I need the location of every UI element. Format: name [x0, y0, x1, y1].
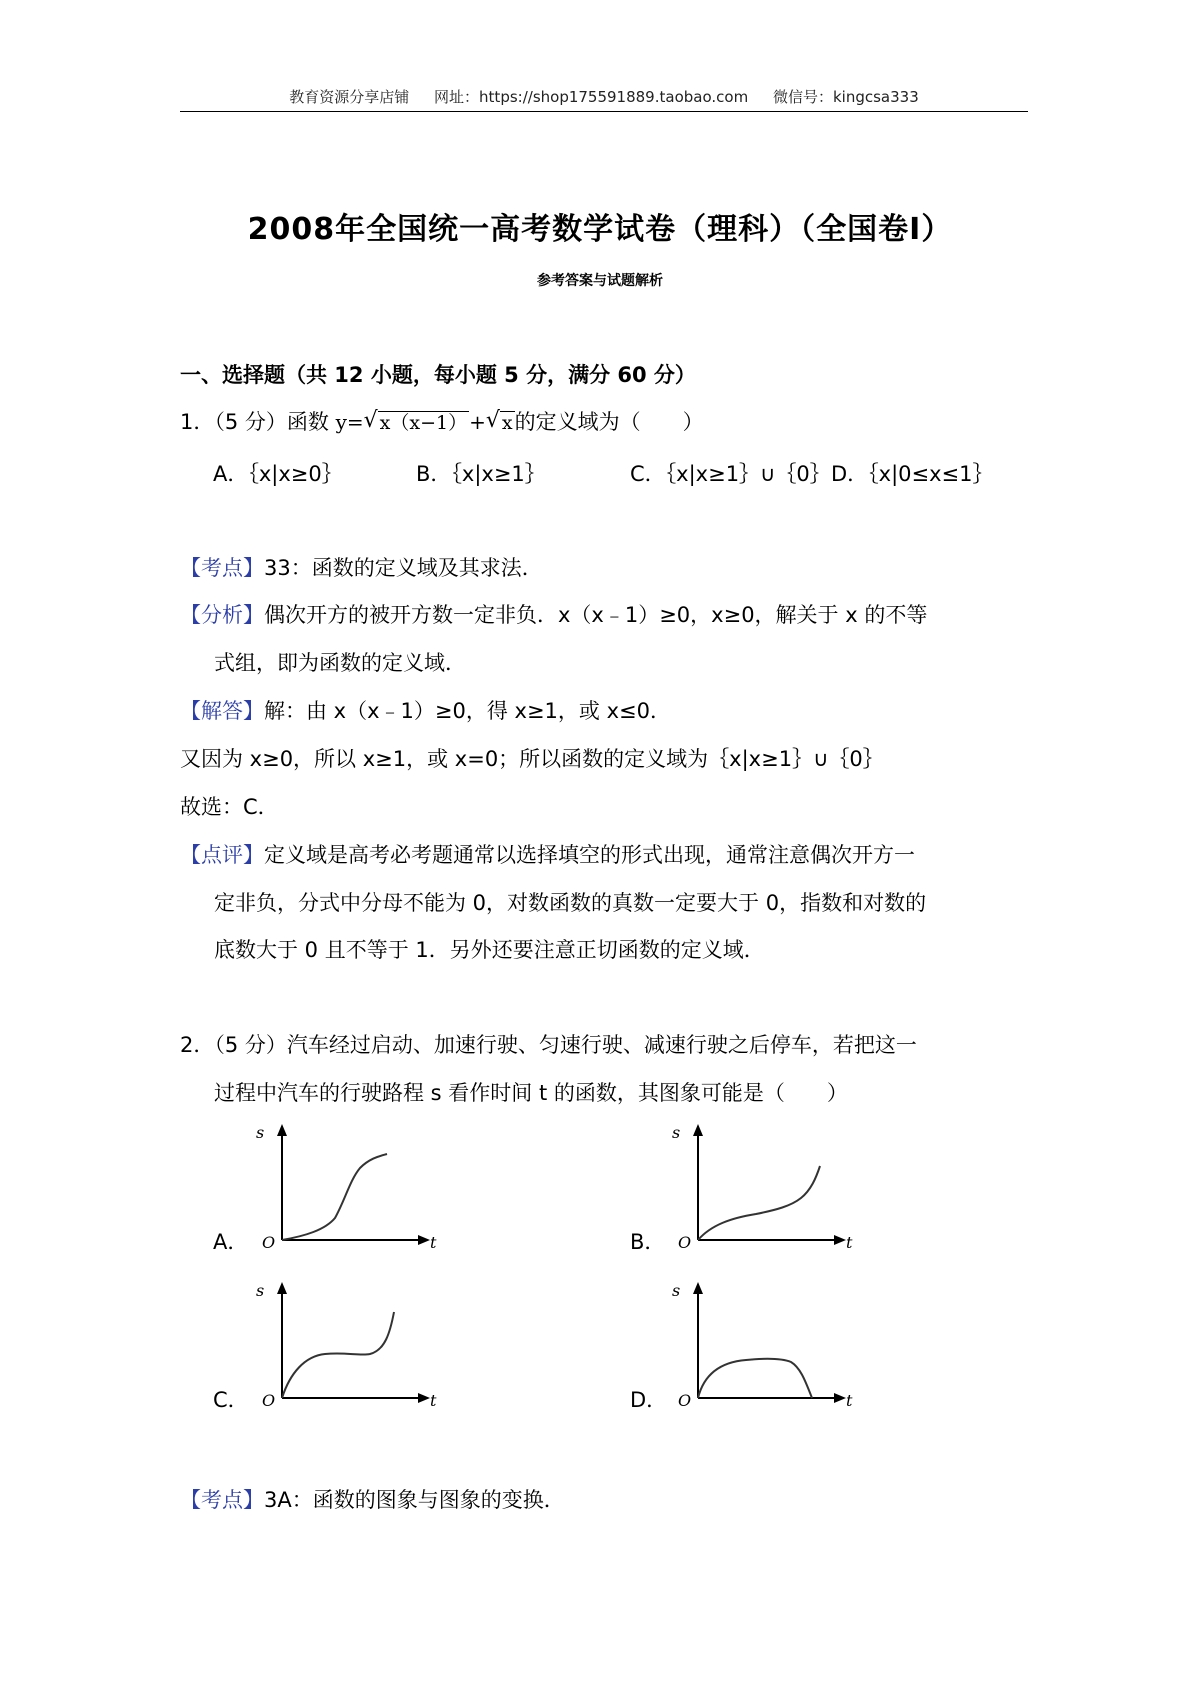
- header-wechat: 微信号：kingcsa333: [772, 88, 919, 106]
- t-axis-arrow-icon: [418, 1393, 430, 1403]
- curve-c: [282, 1312, 394, 1398]
- jieda-tag: 【解答】: [180, 699, 264, 723]
- t-axis-label: t: [846, 1391, 853, 1410]
- header-url[interactable]: 网址：https://shop175591889.taobao.com: [434, 88, 749, 106]
- t-axis-arrow-icon: [834, 1235, 846, 1245]
- q1-dianping: 【点评】定义域是高考必考题通常以选择填空的形式出现，通常注意偶次开方一: [180, 843, 915, 867]
- q1-answer: 故选：C．: [180, 795, 279, 819]
- s-axis-arrow-icon: [693, 1124, 703, 1136]
- curve-d: [698, 1359, 812, 1398]
- s-axis-label: s: [256, 1123, 265, 1142]
- q2-stem-2: 过程中汽车的行驶路程 s 看作时间 t 的函数，其图象可能是（ ）: [214, 1081, 848, 1105]
- header-divider: [180, 111, 1028, 112]
- curve-a: [282, 1154, 387, 1240]
- kaodian-tag: 【考点】: [180, 556, 264, 580]
- curve-b: [698, 1166, 820, 1240]
- t-axis-arrow-icon: [834, 1393, 846, 1403]
- origin-label: O: [678, 1391, 692, 1410]
- q1-solution-line: 又因为 x≥0，所以 x≥1，或 x=0；所以函数的定义域为｛x|x≥1｝∪｛0｝: [180, 747, 884, 771]
- q1-option-b[interactable]: B．｛x|x≥1｝: [416, 462, 546, 486]
- q1-radical-1: √ x（x−1）: [363, 408, 468, 434]
- origin-label: O: [262, 1233, 276, 1252]
- s-axis-arrow-icon: [277, 1124, 287, 1136]
- q1-suffix: 的定义域为（ ）: [514, 410, 704, 434]
- t-axis-arrow-icon: [418, 1235, 430, 1245]
- dianping-tag: 【点评】: [180, 843, 264, 867]
- q1-dianping-cont-1: 定非负，分式中分母不能为 0，对数函数的真数一定要大于 0，指数和对数的: [214, 891, 927, 915]
- q2-graph-c[interactable]: [250, 1278, 440, 1418]
- q2-kaodian: 【考点】3A：函数的图象与图象的变换．: [180, 1488, 565, 1512]
- q1-plus: +: [469, 410, 486, 434]
- q1-fenxi-cont: 式组，即为函数的定义域．: [214, 651, 466, 675]
- q2-option-d-label[interactable]: D．: [630, 1388, 668, 1412]
- q1-jieda: 【解答】解：由 x（x﹣1）≥0，得 x≥1，或 x≤0．: [180, 699, 671, 723]
- page-title: 2008年全国统一高考数学试卷（理科）（全国卷Ⅰ）: [247, 212, 953, 247]
- q2-option-b-label[interactable]: B．: [630, 1230, 666, 1254]
- fenxi-tag: 【分析】: [180, 603, 264, 627]
- q2-option-c-label[interactable]: C．: [213, 1388, 249, 1412]
- s-axis-label: s: [256, 1281, 265, 1300]
- page-header: [180, 86, 1028, 107]
- q1-option-a[interactable]: A．｛x|x≥0｝: [213, 462, 343, 486]
- header-shop: 教育资源分享店铺: [289, 88, 410, 106]
- s-axis-arrow-icon: [277, 1282, 287, 1294]
- q1-option-c[interactable]: C．｛x|x≥1｝∪｛0｝: [630, 462, 831, 486]
- q2-option-a-label[interactable]: A．: [213, 1230, 249, 1254]
- s-axis-label: s: [672, 1123, 681, 1142]
- q1-prefix: 1．（5 分）函数: [180, 410, 336, 434]
- radical-sign-icon: √: [363, 408, 378, 433]
- q1-dianping-cont-2: 底数大于 0 且不等于 1．另外还要注意正切函数的定义域．: [214, 938, 765, 962]
- q2-graph-b[interactable]: [666, 1120, 856, 1260]
- origin-label: O: [262, 1391, 276, 1410]
- q1-kaodian: 【考点】33：函数的定义域及其求法．: [180, 556, 543, 580]
- q2-graph-a[interactable]: [250, 1120, 440, 1260]
- section-heading: 一、选择题（共 12 小题，每小题 5 分，满分 60 分）: [180, 363, 696, 387]
- t-axis-label: t: [430, 1391, 437, 1410]
- page-subtitle: 参考答案与试题解析: [537, 273, 663, 289]
- q1-y-eq: y=: [335, 410, 364, 434]
- s-axis-arrow-icon: [693, 1282, 703, 1294]
- q2-graph-d[interactable]: [666, 1278, 856, 1418]
- radical-sign-icon: √: [485, 408, 500, 433]
- q1-option-d[interactable]: D．｛x|0≤x≤1｝: [831, 462, 994, 486]
- kaodian-tag: 【考点】: [180, 1488, 264, 1512]
- q1-fenxi: 【分析】偶次开方的被开方数一定非负．x（x﹣1）≥0，x≥0，解关于 x 的不等: [180, 603, 928, 627]
- q1-stem: [180, 407, 704, 438]
- t-axis-label: t: [430, 1233, 437, 1252]
- q1-radical-2: √ x: [485, 408, 513, 434]
- t-axis-label: t: [846, 1233, 853, 1252]
- s-axis-label: s: [672, 1281, 681, 1300]
- origin-label: O: [678, 1233, 692, 1252]
- q2-stem-1: 2．（5 分）汽车经过启动、加速行驶、匀速行驶、减速行驶之后停车，若把这一: [180, 1033, 917, 1057]
